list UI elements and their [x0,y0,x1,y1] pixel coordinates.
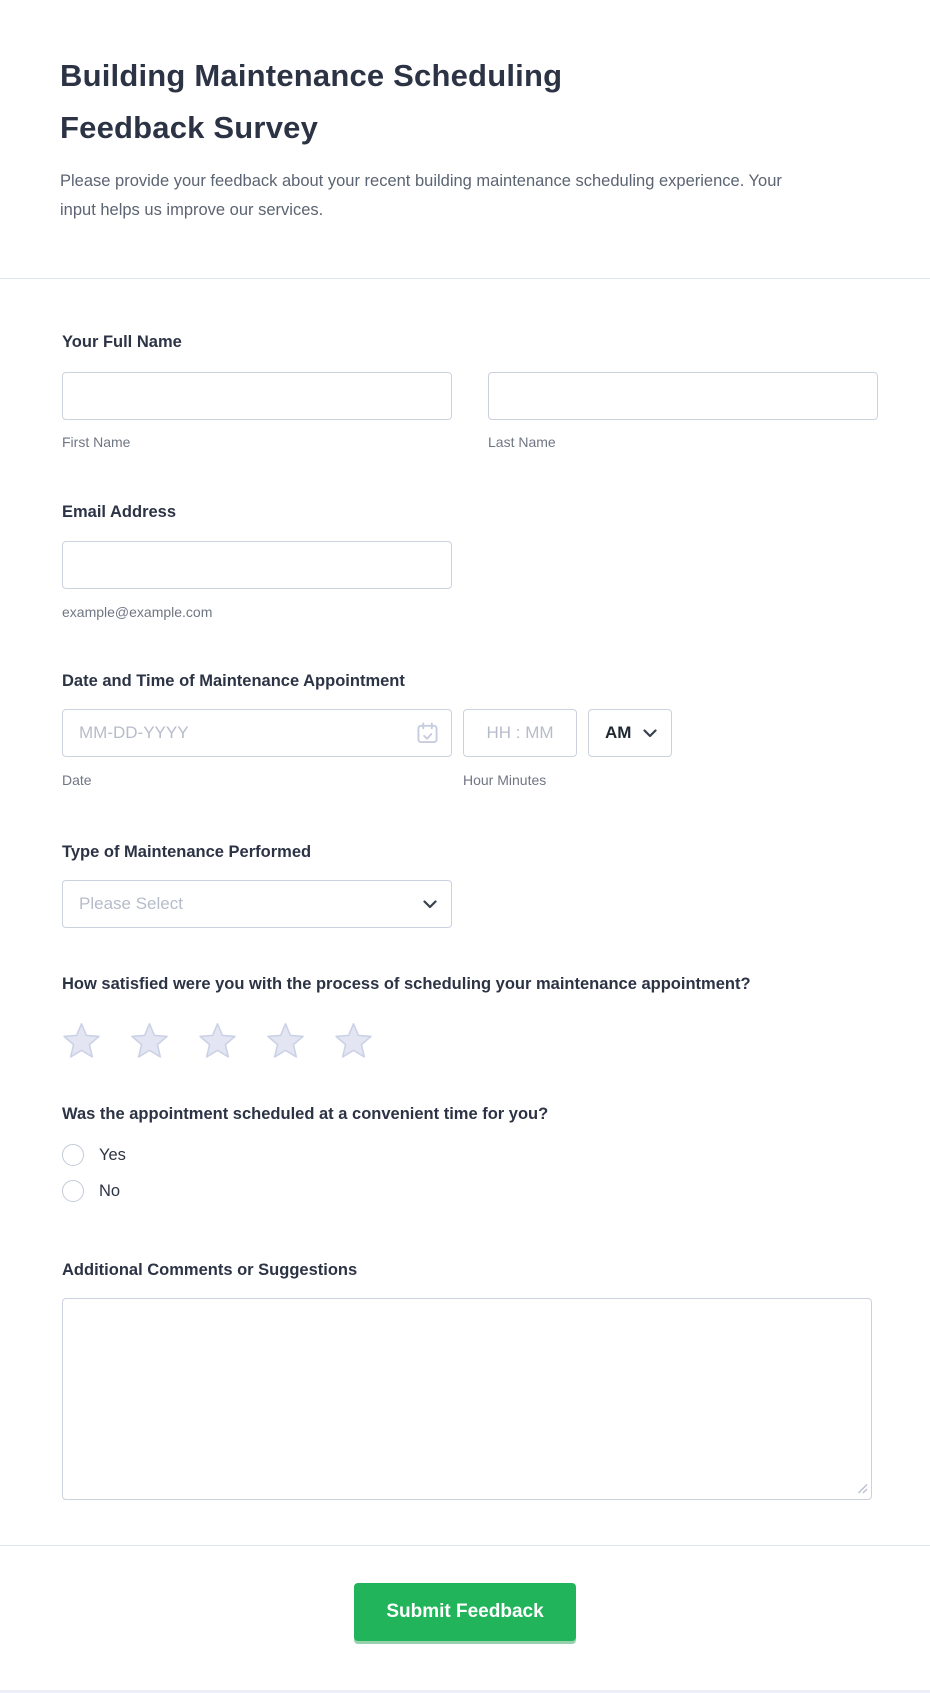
first-name-input[interactable] [62,372,452,420]
radio-label-yes: Yes [99,1145,126,1164]
comments-textarea[interactable] [62,1298,872,1500]
full-name-label: Your Full Name [62,333,182,351]
form-body [62,278,878,1500]
submit-feedback-button[interactable]: Submit Feedback [354,1583,576,1641]
section-full-name [62,278,878,451]
datetime-row [62,709,878,789]
star-rating [62,1022,878,1059]
time-input[interactable] [463,709,577,757]
date-sublabel: Date [62,772,92,788]
radio-option-yes[interactable] [62,1144,878,1166]
meridiem-group [588,709,672,757]
section-maintenance-type [62,789,878,928]
radio-option-no[interactable] [62,1180,878,1202]
maintenance-type-select[interactable] [62,880,452,928]
last-name-input[interactable] [488,372,878,420]
date-input[interactable] [62,709,452,757]
email-field[interactable] [62,541,452,589]
section-datetime [62,620,878,789]
calendar-check-icon[interactable] [417,722,438,744]
first-name-group [62,372,452,451]
meridiem-select[interactable] [588,709,672,757]
last-name-group [488,372,878,451]
star-icon[interactable] [62,1022,101,1059]
date-field-wrap [62,709,452,757]
email-hint: example@example.com [62,604,213,620]
time-group [463,709,577,789]
maintenance-type-placeholder: Please Select [79,894,183,913]
date-group [62,709,452,789]
page-title: Building Maintenance Scheduling Feedback Survey [60,58,563,145]
section-convenient-time [62,1059,878,1202]
comments-wrap [62,1298,872,1500]
star-icon[interactable] [334,1022,373,1059]
star-icon[interactable] [130,1022,169,1059]
star-icon[interactable] [198,1022,237,1059]
satisfaction-label: How satisfied were you with the process of scheduling your maintenance appointment? [62,975,751,993]
last-name-sublabel: Last Name [488,434,556,450]
form-footer [0,1583,930,1641]
form-subtitle: Please provide your feedback about your recent building maintenance scheduling experience. Your input helps us improve our services. [60,172,782,219]
resize-grip-icon[interactable] [857,1483,868,1494]
datetime-label: Date and Time of Maintenance Appointment [62,672,405,690]
footer-divider [0,1545,930,1546]
first-name-sublabel: First Name [62,434,131,450]
chevron-down-icon [643,729,657,738]
chevron-down-icon [423,900,437,909]
time-sublabel: Hour Minutes [463,772,547,788]
radio-circle-icon[interactable] [62,1180,84,1202]
full-name-row [62,372,878,451]
meridiem-value: AM [605,723,632,742]
star-icon[interactable] [266,1022,305,1059]
section-satisfaction [62,928,878,1059]
convenient-time-label: Was the appointment scheduled at a convenient time for you? [62,1105,549,1123]
comments-label: Additional Comments or Suggestions [62,1261,358,1279]
radio-label-no: No [99,1181,121,1200]
email-label: Email Address [62,503,177,521]
maintenance-type-label: Type of Maintenance Performed [62,843,312,861]
form-header [0,0,930,225]
section-comments [62,1202,878,1500]
radio-circle-icon[interactable] [62,1144,84,1166]
section-email [62,451,878,620]
